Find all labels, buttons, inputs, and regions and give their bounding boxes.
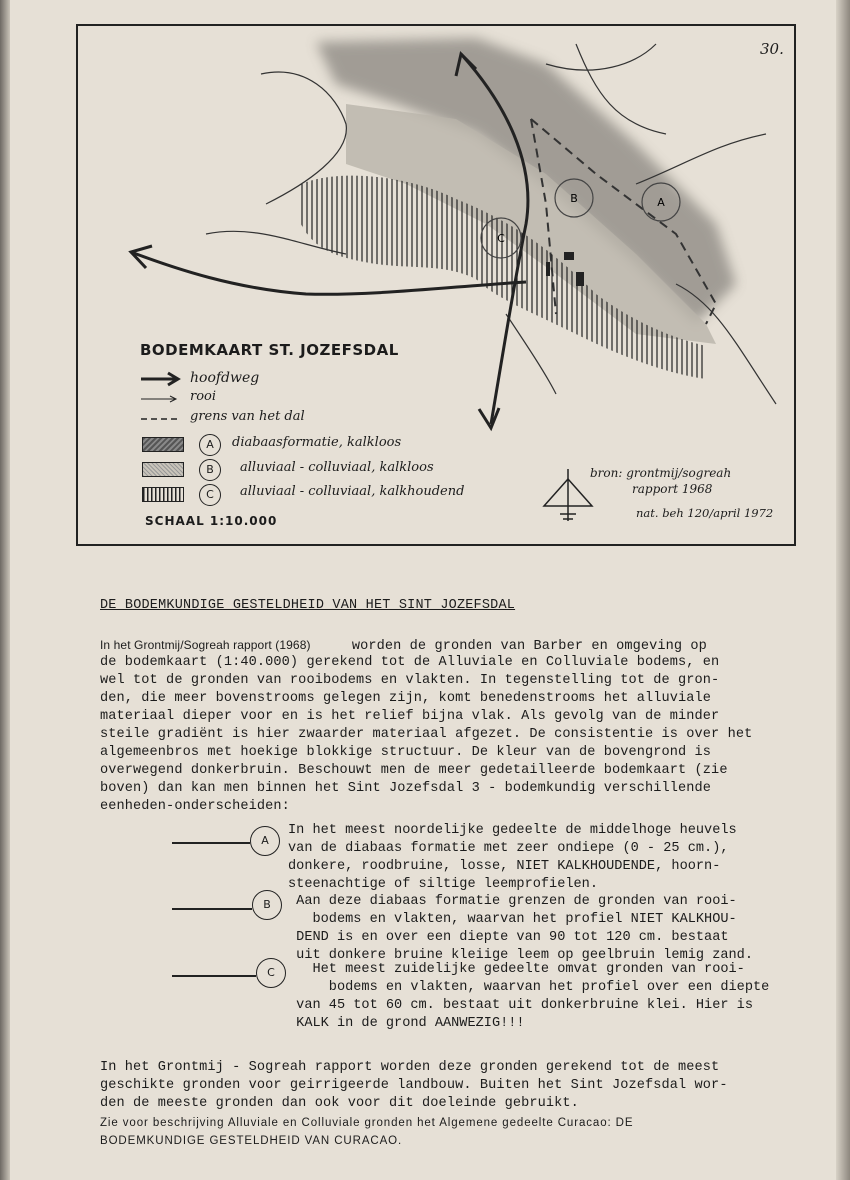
legend-swatch-a bbox=[142, 437, 184, 452]
intro-rest: worden de gronden van Barber en omgeving op bbox=[310, 639, 707, 654]
article-heading: DE BODEMKUNDIGE GESTELDHEID VAN HET SINT JOZEFSDAL bbox=[100, 598, 516, 613]
item-a-line-4: steenachtige of siltige leemprofielen. bbox=[288, 877, 598, 892]
map-scale: SCHAAL 1:10.000 bbox=[145, 514, 278, 528]
zone-label-a: A bbox=[657, 196, 665, 209]
intro-line: overwegend donkerbruin. Beschouwt men de meer gedetailleerde bodemkaart (zie bbox=[100, 763, 728, 778]
legend-badge-c: C bbox=[199, 484, 221, 506]
legend-badge-a: A bbox=[199, 434, 221, 456]
item-c-line-4: KALK in de grond AANWEZIG!!! bbox=[288, 1016, 525, 1031]
item-a-badge: A bbox=[250, 826, 280, 856]
map-source-line2: rapport 1968 bbox=[632, 482, 713, 496]
item-b-line-2: bodems en vlakten, waarvan het profiel NIET KALKHOU- bbox=[288, 912, 737, 927]
item-b-line-4: uit donkere bruine kleiige leem op geelbruin lemig zand. bbox=[288, 948, 753, 963]
item-c-line-1: Het meest zuidelijke gedeelte omvat gronden van rooi- bbox=[288, 962, 745, 977]
map-source-line1: bron: grontmij/sogreah bbox=[590, 466, 732, 480]
footnote-line-2: BODEMKUNDIGE GESTELDHEID VAN CURACAO. bbox=[100, 1135, 403, 1147]
legend-label-rooi: rooi bbox=[190, 389, 217, 404]
legend-label-a: diabaasformatie, kalkloos bbox=[232, 435, 402, 450]
item-c-badge: C bbox=[256, 958, 286, 988]
item-a-line-3: donkere, roodbruine, losse, NIET KALKHOUDENDE, hoorn- bbox=[288, 859, 721, 874]
zone-label-b: B bbox=[570, 192, 578, 205]
intro-line: boven) dan kan men binnen het Sint Jozefsdal 3 - bodemkundig verschillende bbox=[100, 781, 712, 796]
footnote-line-1: Zie voor beschrijving Alluviale en Colluviale gronden het Algemene gedeelte Curacao: DE bbox=[100, 1117, 634, 1129]
intro-line: eenheden-onderscheiden: bbox=[100, 799, 290, 814]
legend-swatch-c bbox=[142, 487, 184, 502]
building-marker bbox=[546, 262, 550, 276]
closing-line: geschikte gronden voor geirrigeerde landbouw. Buiten het Sint Jozefsdal wor- bbox=[100, 1078, 728, 1093]
item-c-line bbox=[172, 975, 256, 977]
ravine-line bbox=[506, 314, 556, 394]
legend-label-hoofdweg: hoofdweg bbox=[190, 370, 260, 386]
legend-label-boundary: grens van het dal bbox=[190, 409, 305, 424]
item-c-line-2: bodems en vlakten, waarvan het profiel over een diepte bbox=[288, 980, 770, 995]
map-source-line3: nat. beh 120/april 1972 bbox=[636, 506, 774, 520]
legend-label-b: alluviaal - colluviaal, kalkloos bbox=[240, 460, 434, 475]
intro-line: materiaal dieper voor en is het relief bijna vlak. Als gevolg van de minder bbox=[100, 709, 720, 724]
item-b-line bbox=[172, 908, 252, 910]
intro-line: algemeenbros met hoekige blokkige structuur. De kleur van de bovengrond is bbox=[100, 745, 712, 760]
closing-line: In het Grontmij - Sogreah rapport worden deze gronden gerekend tot de meest bbox=[100, 1060, 720, 1075]
zone-label-c: C bbox=[497, 232, 505, 245]
item-a-line bbox=[172, 842, 250, 844]
intro-line: de bodemkaart (1:40.000) gerekend tot de Alluviale en Colluviale bodems, en bbox=[100, 655, 720, 670]
legend-badge-b: B bbox=[199, 459, 221, 481]
item-a-line-2: van de diabaas formatie met zeer ondiepe (0 - 25 cm.), bbox=[288, 841, 729, 856]
intro-line: wel tot de gronden van rooibodems en vlakten. In tegenstelling tot de gron- bbox=[100, 673, 720, 688]
legend-swatch-b bbox=[142, 462, 184, 477]
legend-label-c: alluviaal - colluviaal, kalkhoudend bbox=[240, 484, 465, 499]
main-road-arrow-south bbox=[479, 408, 499, 428]
building-marker bbox=[576, 272, 584, 286]
building-marker bbox=[564, 252, 574, 260]
intro-line: steile gradiënt is hier zwaarder materiaal afgezet. De consistentie is over het bbox=[100, 727, 753, 742]
map-title: BODEMKAART ST. JOZEFSDAL bbox=[140, 341, 399, 359]
ravine-line bbox=[546, 44, 656, 70]
item-b-line-3: DEND is en over een diepte van 90 tot 120 cm. bestaat bbox=[288, 930, 729, 945]
closing-line: den de meeste gronden dan ook voor dit doeleinde gebruikt. bbox=[100, 1096, 579, 1111]
item-c-line-3: van 45 tot 60 cm. bestaat uit donkerbruine klei. Hier is bbox=[288, 998, 753, 1013]
item-b-line-1: Aan deze diabaas formatie grenzen de gronden van rooi- bbox=[288, 894, 737, 909]
intro-line: den, die meer bovenstrooms gelegen zijn, komt benedenstrooms het alluviale bbox=[100, 691, 712, 706]
page-edge-right bbox=[836, 0, 850, 1180]
item-a-line-1: In het meest noordelijke gedeelte de middelhoge heuvels bbox=[288, 823, 737, 838]
intro-lead: In het Grontmij/Sogreah rapport (1968) bbox=[100, 638, 311, 652]
page-number: 30. bbox=[760, 40, 784, 58]
triangulation-symbol bbox=[544, 469, 592, 521]
item-b-badge: B bbox=[252, 890, 282, 920]
page-edge-left bbox=[0, 0, 10, 1180]
